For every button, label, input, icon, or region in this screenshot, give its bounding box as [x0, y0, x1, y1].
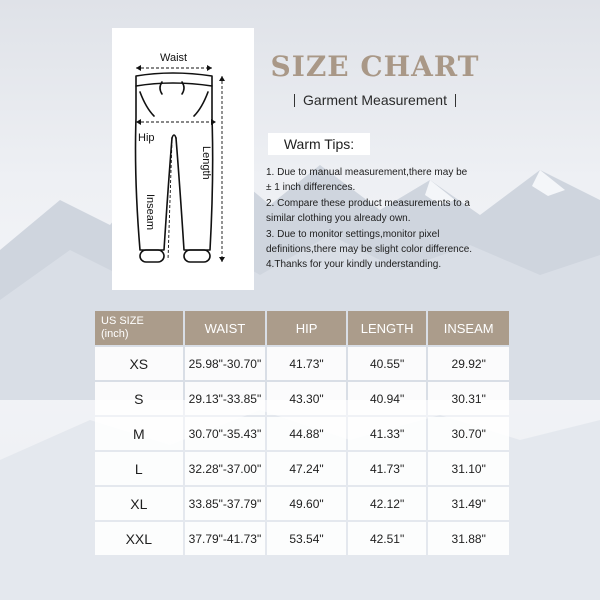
waist-cell: 29.13"-33.85"	[185, 382, 266, 415]
header-length: LENGTH	[348, 311, 427, 345]
divider-left	[294, 94, 295, 107]
length-cell: 40.94"	[348, 382, 427, 415]
table-row	[95, 452, 509, 485]
table-row	[95, 522, 509, 555]
waist-cell: 33.85"-37.79"	[185, 487, 266, 520]
length-cell: 42.12"	[348, 487, 427, 520]
size-table	[93, 309, 511, 557]
length-cell: 42.51"	[348, 522, 427, 555]
size-cell: M	[95, 417, 183, 450]
hip-cell: 43.30"	[267, 382, 346, 415]
length-cell: 40.55"	[348, 347, 427, 380]
warm-tips-title: Warm Tips:	[268, 133, 370, 155]
hip-cell: 44.88"	[267, 417, 346, 450]
size-cell: XL	[95, 487, 183, 520]
divider-right	[455, 94, 456, 107]
waist-cell: 30.70"-35.43"	[185, 417, 266, 450]
inseam-label: Inseam	[144, 194, 156, 231]
tip-line: 4.Thanks for your kindly understanding.	[266, 259, 442, 271]
hip-cell: 47.24"	[267, 452, 346, 485]
table-header-row	[95, 311, 509, 345]
inseam-cell: 31.88"	[428, 522, 509, 555]
hip-cell: 49.60"	[267, 487, 346, 520]
page-title: SIZE CHART	[270, 50, 480, 83]
tip-line: definitions,there may be slight color difference.	[266, 244, 473, 256]
tip-line: similar clothing you already own.	[266, 213, 411, 225]
inseam-cell: 30.70"	[428, 417, 509, 450]
table-row	[95, 487, 509, 520]
inseam-cell: 30.31"	[428, 382, 509, 415]
header-us-size	[95, 311, 183, 345]
inseam-cell: 31.49"	[428, 487, 509, 520]
length-cell: 41.73"	[348, 452, 427, 485]
subtitle-text: Garment Measurement	[303, 92, 447, 108]
header-hip: HIP	[267, 311, 346, 345]
tip-line: 3. Due to monitor settings,monitor pixel	[266, 228, 440, 240]
hip-cell: 41.73"	[267, 347, 346, 380]
size-cell: L	[95, 452, 183, 485]
header-waist: WAIST	[185, 311, 266, 345]
table-row	[95, 382, 509, 415]
waist-cell: 37.79"-41.73"	[185, 522, 266, 555]
size-cell: XS	[95, 347, 183, 380]
size-cell: XXL	[95, 522, 183, 555]
hip-label: Hip	[138, 132, 155, 144]
table-row	[95, 417, 509, 450]
inseam-cell: 31.10"	[428, 452, 509, 485]
warm-tips-list	[266, 165, 510, 273]
pants-diagram	[112, 28, 254, 290]
size-cell: S	[95, 382, 183, 415]
header-us-size-text: US SIZE (inch)	[101, 315, 144, 340]
hip-cell: 53.54"	[267, 522, 346, 555]
length-cell: 41.33"	[348, 417, 427, 450]
tip-line: ± 1 inch differences.	[266, 182, 356, 194]
page-subtitle	[262, 92, 488, 108]
header-inseam: INSEAM	[428, 311, 509, 345]
waist-cell: 25.98"-30.70"	[185, 347, 266, 380]
length-label: Length	[200, 146, 212, 180]
tip-line: 1. Due to manual measurement,there may be	[266, 167, 468, 178]
tip-line: 2. Compare these product measurements to a	[266, 197, 470, 209]
inseam-cell: 29.92"	[428, 347, 509, 380]
pants-outline-icon	[112, 28, 254, 290]
waist-cell: 32.28"-37.00"	[185, 452, 266, 485]
waist-label: Waist	[160, 52, 188, 64]
table-row	[95, 347, 509, 380]
